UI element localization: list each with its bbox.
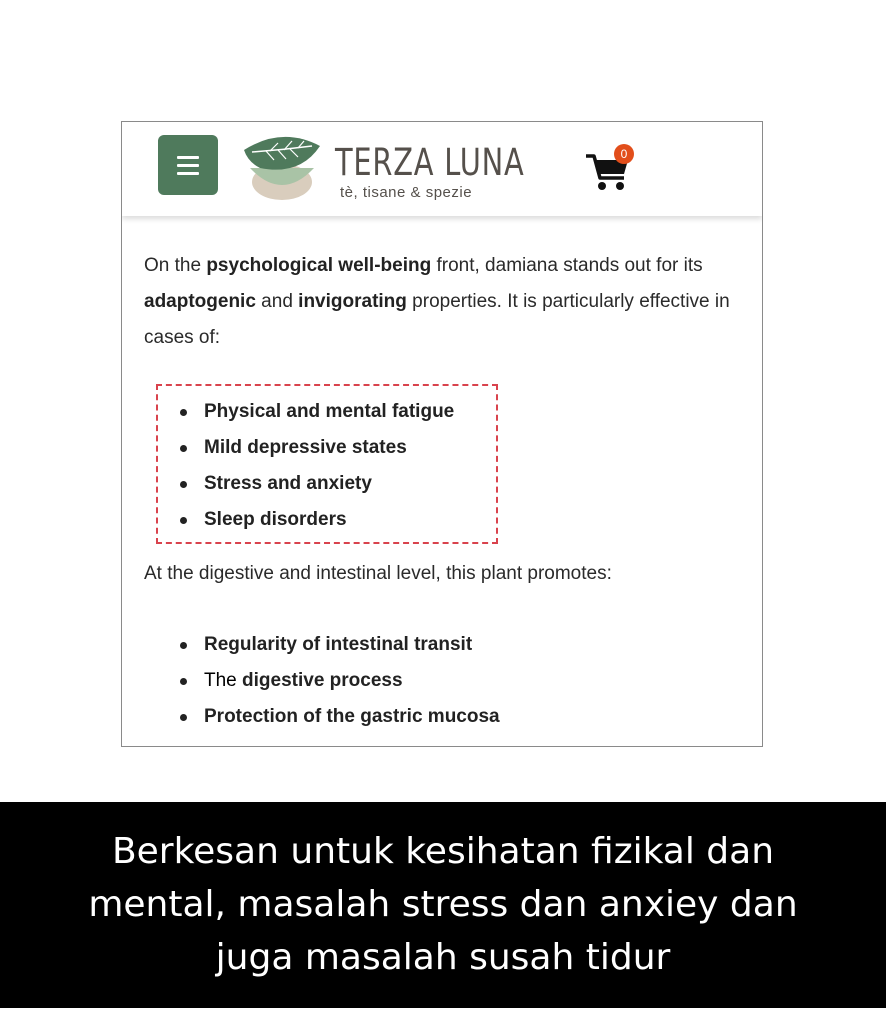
cart-count-badge: 0: [614, 144, 634, 164]
symptoms-list: [144, 394, 644, 538]
caption-line-3: juga masalah susah tidur: [215, 937, 671, 978]
site-header: [122, 122, 762, 216]
cart-button[interactable]: [584, 144, 640, 194]
bold-psychological-well-being: psychological well-being: [206, 255, 432, 276]
brand-subtitle: tè, tisane & spezie: [340, 184, 473, 201]
screenshot-card: [121, 121, 763, 747]
article-paragraph-2: At the digestive and intestinal level, this plant promotes:: [144, 563, 612, 584]
leaf-bowl-icon: [240, 132, 324, 206]
bold-invigorating: invigorating: [298, 291, 407, 312]
menu-button[interactable]: [158, 135, 218, 195]
brand-logo[interactable]: [240, 132, 525, 206]
digestive-benefits-list: [144, 627, 644, 735]
list-item: Sleep disorders: [144, 502, 644, 538]
list-item: Protection of the gastric mucosa: [144, 699, 644, 735]
caption-line-2: mental, masalah stress dan anxiey dan: [88, 884, 798, 925]
list-item: Physical and mental fatigue: [144, 394, 644, 430]
list-item: The digestive process: [144, 663, 644, 699]
caption-banner: [0, 802, 886, 1008]
list-item: Mild depressive states: [144, 430, 644, 466]
hamburger-icon: [177, 156, 199, 159]
caption-line-1: Berkesan untuk kesihatan fizikal dan: [111, 831, 775, 872]
bold-adaptogenic: adaptogenic: [144, 291, 256, 312]
list-item: Stress and anxiety: [144, 466, 644, 502]
brand-title: TERZA LUNA: [335, 141, 525, 184]
list-item: Regularity of intestinal transit: [144, 627, 644, 663]
article-paragraph-1: On the psychological well-being front, damiana stands out for its adaptogenic and invigorating properties. It is particularly effective in cases of:: [144, 255, 730, 348]
